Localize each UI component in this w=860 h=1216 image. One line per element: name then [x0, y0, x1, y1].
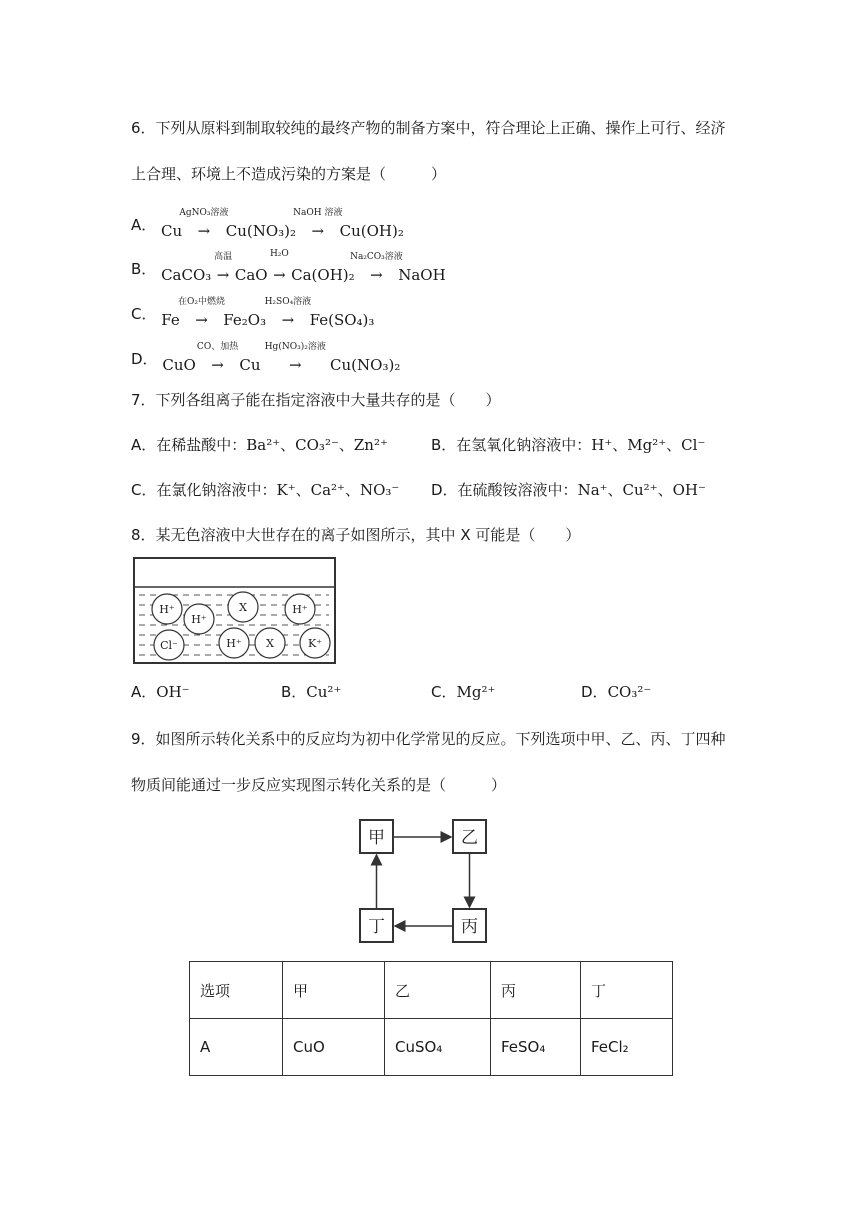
reagent-label: Na₂CO₃溶液 — [350, 252, 403, 262]
q7-option-b — [431, 434, 705, 455]
table-header-cell: 丁 — [581, 962, 673, 1019]
conversion-diagram — [355, 815, 495, 951]
reagent-label: H₂SO₄溶液 — [264, 297, 312, 307]
q6-stem-line1: 6．下列从原料到制取较纯的最终产物的制备方案中，符合理论上正确、操作上可行、经济 — [131, 119, 726, 137]
reagent-label: H₂O — [269, 249, 289, 259]
option-label: B．在氢氧化钠溶液中： — [431, 436, 592, 454]
option-label: C． — [131, 305, 157, 323]
q6-stem-line2: 上合理、环境上不造成污染的方案是（ ） — [131, 165, 447, 183]
q9-stem-line2: 物质间能通过一步反应实现图示转化关系的是（ ） — [131, 776, 507, 794]
table-header-row — [190, 962, 673, 1019]
option-label: D． — [131, 350, 158, 368]
svg-text:H⁺: H⁺ — [226, 637, 242, 650]
table-cell: FeSO₄ — [491, 1019, 581, 1076]
q6-option-d: D． CuO CO、加热 → Cu Hg(NO₃)₂溶液 → Cu(NO₃)₂ — [131, 348, 400, 369]
node-jia — [360, 820, 393, 853]
svg-text:X: X — [239, 601, 247, 614]
q8-option-a — [131, 681, 190, 702]
q7-option-a — [131, 434, 388, 455]
option-label: A． — [131, 216, 157, 234]
option-label: D． — [581, 683, 608, 701]
table-header-cell: 乙 — [385, 962, 491, 1019]
ion-list: Ba²⁺、CO₃²⁻、Zn²⁺ — [246, 436, 388, 454]
svg-text:甲: 甲 — [368, 828, 385, 848]
q6-option-c: C． Fe 在O₂中燃烧 → Fe₂O₃ H₂SO₄溶液 → Fe(SO₄)₃ — [131, 303, 374, 324]
option-label: A． — [131, 683, 157, 701]
table-cell: A — [190, 1019, 283, 1076]
option-label: A．在稀盐酸中： — [131, 436, 247, 454]
reagent-label: AgNO₃溶液 — [179, 208, 229, 218]
svg-text:K⁺: K⁺ — [307, 637, 323, 650]
svg-text:Cl⁻: Cl⁻ — [160, 639, 178, 652]
option-label: C． — [431, 683, 457, 701]
q9-options-table — [189, 961, 673, 1076]
q6-option-b: B． CaCO₃ 高温 → CaO H₂O → Ca(OH)₂ Na₂CO₃溶液 → NaOH — [131, 249, 446, 284]
table-header-cell: 丙 — [491, 962, 581, 1019]
beaker-diagram — [133, 557, 337, 665]
option-value: OH⁻ — [156, 683, 190, 701]
substance: Cu(OH)₂ — [339, 222, 404, 240]
ion-circle — [255, 628, 285, 658]
substance: Cu — [161, 222, 183, 240]
ion-circle — [228, 592, 258, 622]
table-cell: CuSO₄ — [385, 1019, 491, 1076]
q7-option-d — [431, 479, 706, 500]
substance: Fe(SO₄)₃ — [309, 311, 375, 329]
substance: Cu(NO₃)₂ — [330, 356, 401, 374]
reagent-label: 在O₂中燃烧 — [178, 297, 226, 307]
svg-text:丁: 丁 — [368, 917, 385, 937]
reagent-label: 高温 — [214, 252, 233, 262]
q8-stem: 8．某无色溶液中大世存在的离子如图所示，其中 X 可能是（ ） — [131, 526, 581, 544]
substance: Cu(NO₃)₂ — [225, 222, 297, 240]
option-label: D．在硫酸铵溶液中： — [431, 481, 578, 499]
q8-option-c — [431, 681, 495, 702]
svg-text:H⁺: H⁺ — [191, 613, 207, 626]
ion-list: H⁺、Mg²⁺、Cl⁻ — [591, 436, 706, 454]
svg-text:丙: 丙 — [461, 917, 478, 937]
q6-option-a: A． Cu AgNO₃溶液 → Cu(NO₃)₂ NaOH 溶液 → Cu(OH)₂ — [131, 214, 404, 235]
substance: NaOH — [398, 266, 446, 284]
node-ding — [360, 909, 393, 942]
q7-stem: 7．下列各组离子能在指定溶液中大量共存的是（ ） — [131, 391, 501, 409]
table-header-cell: 甲 — [283, 962, 385, 1019]
q8-option-d — [581, 681, 651, 702]
ion-circle — [154, 630, 184, 660]
substance: Fe — [161, 311, 180, 329]
svg-text:X: X — [266, 637, 274, 650]
q7-option-c — [131, 479, 399, 500]
option-value: CO₃²⁻ — [607, 683, 652, 701]
table-cell: FeCl₂ — [581, 1019, 673, 1076]
ion-circle — [285, 594, 315, 624]
ion-circle — [300, 628, 330, 658]
table-cell: CuO — [283, 1019, 385, 1076]
ion-list: K⁺、Ca²⁺、NO₃⁻ — [276, 481, 400, 499]
reagent-label: NaOH 溶液 — [293, 208, 343, 218]
ion-list: Na⁺、Cu²⁺、OH⁻ — [577, 481, 706, 499]
substance: CaCO₃ — [161, 266, 212, 284]
table-header-cell: 选项 — [190, 962, 283, 1019]
svg-text:H⁺: H⁺ — [159, 603, 175, 616]
svg-text:H⁺: H⁺ — [292, 603, 308, 616]
option-value: Mg²⁺ — [456, 683, 496, 701]
node-yi — [453, 820, 486, 853]
table-row — [190, 1019, 673, 1076]
option-label: B． — [131, 260, 157, 278]
node-bing — [453, 909, 486, 942]
svg-text:乙: 乙 — [461, 828, 478, 848]
q8-option-b — [281, 681, 341, 702]
option-value: Cu²⁺ — [306, 683, 342, 701]
substance: Ca(OH)₂ — [291, 266, 355, 284]
reagent-label: CO、加热 — [196, 342, 239, 352]
ion-circle — [152, 594, 182, 624]
option-label: B． — [281, 683, 307, 701]
substance: Cu — [239, 356, 261, 374]
ion-circle — [184, 604, 214, 634]
ion-circle — [219, 628, 249, 658]
reagent-label: Hg(NO₃)₂溶液 — [264, 342, 326, 352]
option-label: C．在氯化钠溶液中： — [131, 481, 277, 499]
substance: CaO — [234, 266, 268, 284]
q9-stem-line1: 9．如图所示转化关系中的反应均为初中化学常见的反应。下列选项中甲、乙、丙、丁四种 — [131, 730, 726, 748]
substance: CuO — [162, 356, 196, 374]
substance: Fe₂O₃ — [223, 311, 267, 329]
